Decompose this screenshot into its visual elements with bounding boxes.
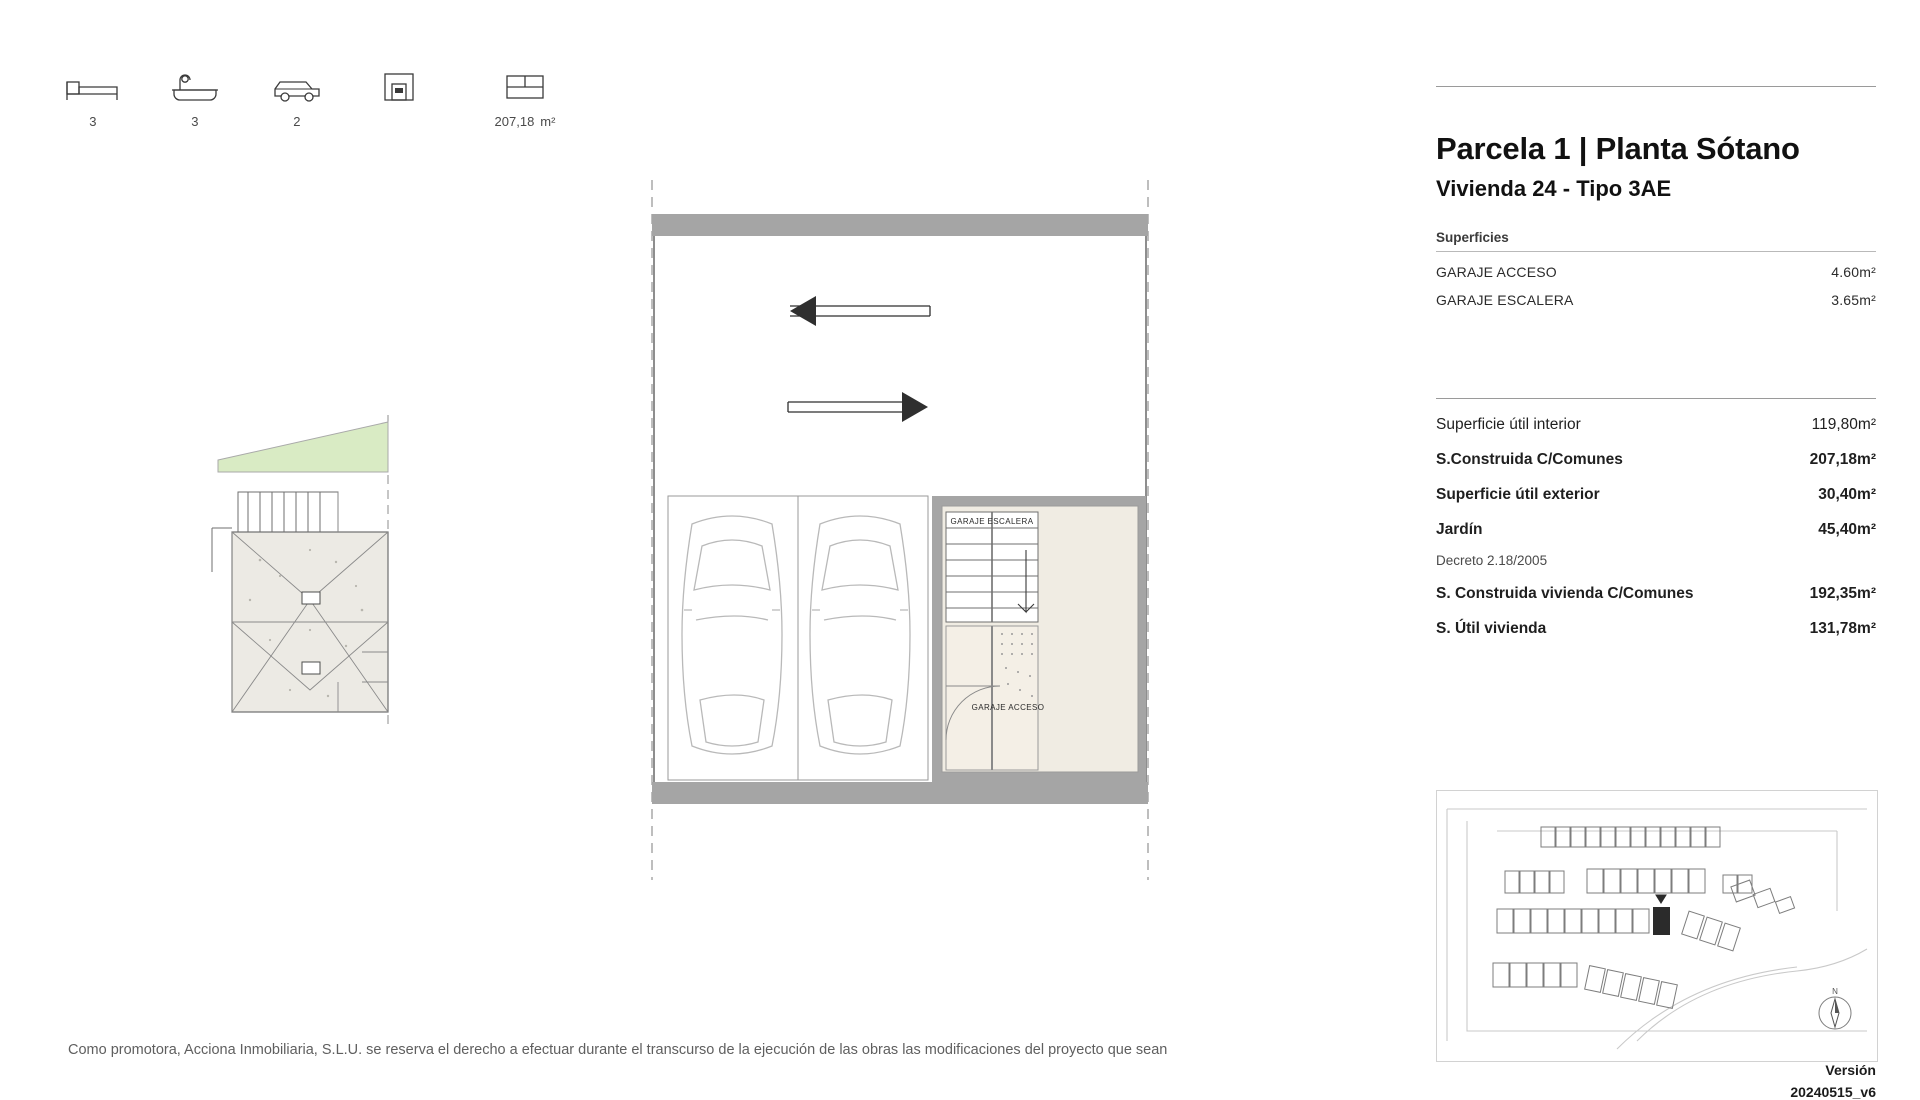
area-value: 207,18 <box>494 114 535 129</box>
summary-row <box>1436 416 1876 434</box>
summary-label: S.Construida C/Comunes <box>1436 451 1623 468</box>
summary-label: Superficie útil exterior <box>1436 486 1600 503</box>
bed-icon <box>65 60 121 104</box>
title-block <box>1436 131 1896 202</box>
bedrooms-count: 3 <box>89 114 97 129</box>
label-garaje-acceso: GARAJE ACCESO <box>971 703 1045 712</box>
surface-value: 4.60m² <box>1831 264 1876 280</box>
version-label: Versión <box>1825 1062 1876 1078</box>
panel-mid-divider <box>1436 398 1876 399</box>
site-locator-map <box>1436 790 1878 1062</box>
feature-bedrooms <box>62 60 124 129</box>
feature-parking <box>266 60 328 129</box>
floorplan-area-icon <box>503 60 547 104</box>
summary-value: 30,40m² <box>1818 486 1876 503</box>
summary-value: 131,78m² <box>1809 620 1876 637</box>
surfaces-heading: Superficies <box>1436 230 1509 245</box>
feature-bathrooms <box>164 60 226 129</box>
summary-row <box>1436 521 1876 539</box>
area-value-row <box>495 114 556 129</box>
version-value: 20240515_v6 <box>1790 1084 1876 1100</box>
area-unit: m² <box>540 114 556 129</box>
surface-row <box>1436 264 1876 280</box>
label-garaje-escalera: GARAJE ESCALERA <box>950 517 1034 526</box>
summary-value: 207,18m² <box>1809 451 1876 468</box>
summary-row <box>1436 486 1876 504</box>
summary-row <box>1436 585 1876 603</box>
summary-label: S. Construida vivienda C/Comunes <box>1436 585 1694 602</box>
page-subtitle: Vivienda 24 - Tipo 3AE <box>1436 176 1672 201</box>
summary-label: Superficie útil interior <box>1436 416 1581 433</box>
summary-row-decreto <box>1436 553 1876 568</box>
summary-value: 192,35m² <box>1809 585 1876 602</box>
surfaces-divider <box>1436 251 1876 252</box>
legal-disclaimer: Como promotora, Acciona Inmobiliaria, S.L.U. se reserva el derecho a efectuar durante el transcurso de la ejecución de las obras las modificaciones del proyecto que sean <box>68 1042 1168 1058</box>
summary-value: 45,40m² <box>1818 521 1876 538</box>
summary-label: S. Útil vivienda <box>1436 620 1547 637</box>
panel-top-divider <box>1436 86 1876 87</box>
feature-storage <box>368 60 430 114</box>
page-title: Parcela 1 | Planta Sótano <box>1436 131 1800 166</box>
summary-label: Jardín <box>1436 521 1483 538</box>
surface-label: GARAJE ESCALERA <box>1436 292 1574 308</box>
secondary-floorplan-thumbnail <box>150 400 430 800</box>
surface-label: GARAJE ACCESO <box>1436 264 1557 280</box>
summary-label: Decreto 2.18/2005 <box>1436 553 1548 568</box>
feature-area <box>470 60 580 129</box>
summary-row <box>1436 620 1876 638</box>
surface-value: 3.65m² <box>1831 292 1876 308</box>
surface-row <box>1436 292 1876 308</box>
main-floorplan <box>640 180 1200 880</box>
summary-value: 119,80m² <box>1811 416 1876 433</box>
bathrooms-count: 3 <box>191 114 199 129</box>
car-icon <box>271 60 323 104</box>
feature-icon-strip <box>62 60 580 129</box>
svg-text:N: N <box>1832 987 1838 996</box>
storage-icon <box>379 60 419 104</box>
bathtub-icon <box>170 60 220 104</box>
summary-row <box>1436 451 1876 469</box>
parking-count: 2 <box>293 114 301 129</box>
